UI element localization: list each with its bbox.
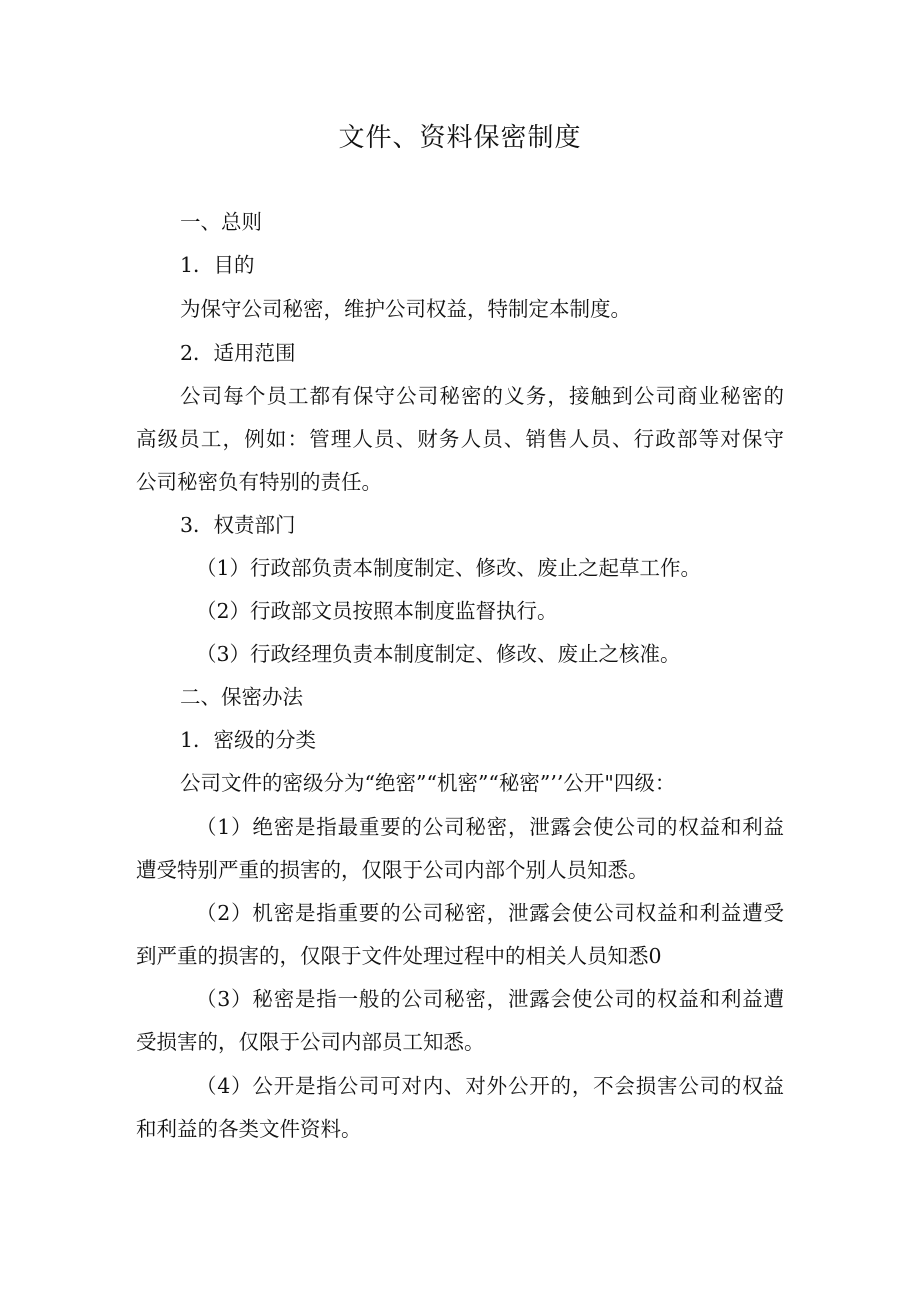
secret-line: （3）秘密是指一般的公司秘密，泄露会使公司的权益和利益遭 [196,987,784,1011]
secret-line: 受损害的，仅限于公司内部员工知悉。 [136,1030,485,1054]
responsibility-item: （2）行政部文员按照本制度监督执行。 [196,599,558,623]
scope-paragraph-line: 高级员工，例如：管理人员、财务人员、销售人员、行政部等对保守 [136,427,784,451]
item-heading-purpose: 1．目的 [180,253,255,277]
item-heading-scope: 2．适用范围 [180,341,296,365]
responsibility-item: （1）行政部负责本制度制定、修改、废止之起草工作。 [196,556,702,580]
item-heading-responsibility: 3．权责部门 [180,513,296,537]
section-heading-general: 一、总则 [180,210,262,234]
confidential-line: 到严重的损害的，仅限于文件处理过程中的相关人员知悉0 [136,944,662,968]
top-secret-line: （1）绝密是指最重要的公司秘密，泄露会使公司的权益和利益 [196,815,784,839]
public-line: （4）公开是指公司可对内、对外公开的，不会损害公司的权益 [196,1074,784,1098]
purpose-paragraph: 为保守公司秘密，维护公司权益，特制定本制度。 [180,297,631,321]
document-title: 文件、资料保密制度 [338,123,582,153]
responsibility-item: （3）行政经理负责本制度制定、修改、废止之核准。 [196,642,681,666]
classification-intro: 公司文件的密级分为“绝密”“机密”“秘密”’’公开"四级： [180,771,676,795]
section-heading-methods: 二、保密办法 [180,685,303,709]
scope-paragraph-line: 公司每个员工都有保守公司秘密的义务，接触到公司商业秘密的 [180,384,784,408]
item-heading-classification: 1．密级的分类 [180,728,317,752]
public-line: 和利益的各类文件资料。 [136,1117,362,1141]
scope-paragraph-line: 公司秘密负有特别的责任。 [136,470,382,494]
top-secret-line: 遭受特别严重的损害的，仅限于公司内部个别人员知悉。 [136,858,649,882]
confidential-line: （2）机密是指重要的公司秘密，泄露会使公司权益和利益遭受 [196,901,784,925]
